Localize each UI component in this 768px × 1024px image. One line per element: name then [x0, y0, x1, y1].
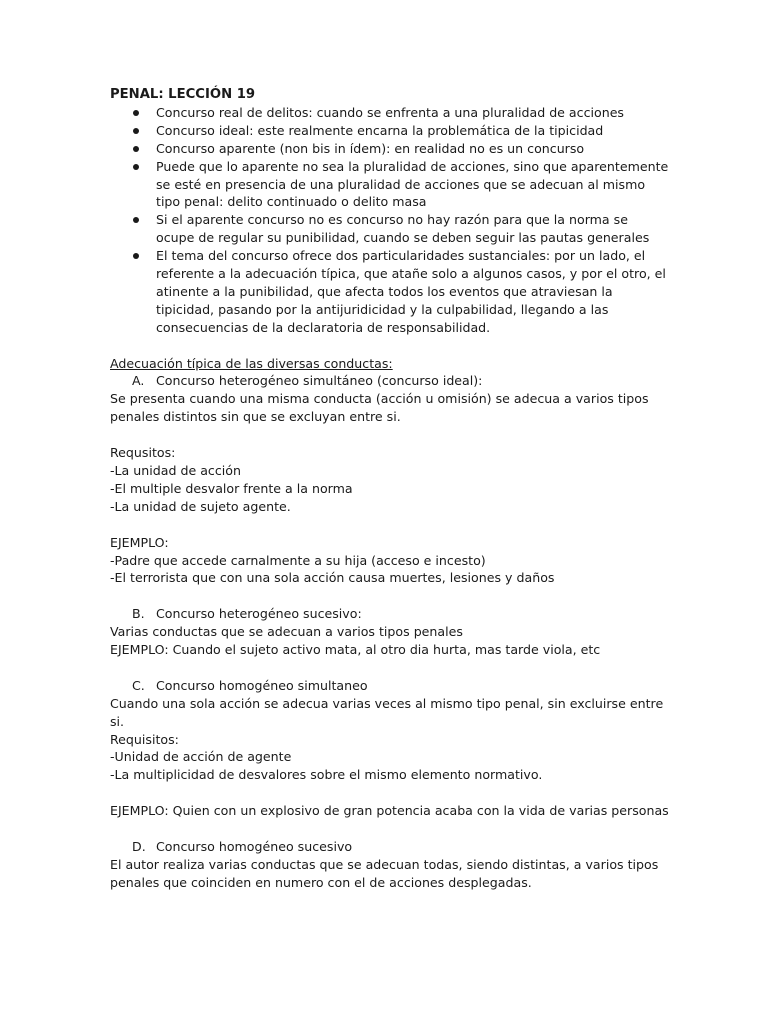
spacer	[110, 337, 670, 355]
bullet-item	[110, 122, 670, 140]
bullet-dot-icon	[133, 217, 139, 223]
spacer	[110, 659, 670, 677]
spacer	[110, 784, 670, 802]
item-d-description: El autor realiza varias conductas que se adecuan todas, siendo distintas, a varios tipos penales que coinciden en numero con el de acciones desplegadas.	[110, 856, 659, 890]
document-page	[110, 86, 670, 892]
bullet-dot-icon	[133, 164, 139, 170]
bullet-list	[110, 104, 670, 337]
bullet-dot-icon	[133, 146, 139, 152]
item-c-heading	[110, 677, 670, 695]
item-c-requirement: -La multiplicidad de desvalores sobre el mismo elemento normativo.	[110, 767, 543, 783]
item-a-requirements-label: Requsitos:	[110, 445, 176, 461]
spacer	[110, 820, 670, 838]
item-b-description: Varias conductas que se adecuan a varios tipos penales	[110, 624, 463, 640]
item-a-heading	[110, 372, 670, 390]
item-d-title: Concurso homogéneo sucesivo	[156, 838, 353, 854]
bullet-item	[110, 140, 670, 158]
bullet-text: Si el aparente concurso no es concurso no hay razón para que la norma se ocupe de regular su punibilidad, cuando se deben seguir las pautas generales	[156, 212, 650, 246]
item-c-requirements-label: Requisitos:	[110, 731, 179, 747]
bullet-text: Concurso ideal: este realmente encarna la problemática de la tipicidad	[156, 122, 604, 138]
spacer	[110, 587, 670, 605]
item-c-example: EJEMPLO: Quien con un explosivo de gran potencia acaba con la vida de varias personas	[110, 803, 669, 819]
bullet-text: Concurso aparente (non bis in ídem): en realidad no es un concurso	[156, 140, 585, 156]
item-d-heading	[110, 838, 670, 856]
item-a-example-label: EJEMPLO:	[110, 534, 169, 550]
item-a-requirement: -La unidad de sujeto agente.	[110, 498, 291, 514]
item-c-title: Concurso homogéneo simultaneo	[156, 677, 368, 693]
bullet-item	[110, 247, 670, 337]
item-a-letter: A.	[132, 373, 145, 389]
item-b-heading	[110, 605, 670, 623]
item-b-letter: B.	[132, 606, 145, 622]
bullet-dot-icon	[133, 110, 139, 116]
item-a-requirement: -La unidad de acción	[110, 463, 241, 478]
item-a-title: Concurso heterogéneo simultáneo (concurso ideal):	[156, 373, 483, 389]
item-c-description: Cuando una sola acción se adecua varias veces al mismo tipo penal, sin excluirse entre si.	[110, 695, 664, 729]
bullet-text: El tema del concurso ofrece dos particularidades sustanciales: por un lado, el referente a la adecuación típica, que atañe solo a algunos casos, y por el otro, el atinente a la punibilidad, que afecta todos los eventos que atraviesan la tipicidad, pasando por la antijuridicidad y la culpabilidad, llegando a las consecuencias de la declaratoria de responsabilidad.	[156, 248, 666, 335]
item-c-requirement: -Unidad de acción de agente	[110, 749, 292, 765]
item-a-description: Se presenta cuando una misma conducta (acción u omisión) se adecua a varios tipos penales distintos sin que se excluyan entre si.	[110, 391, 649, 425]
item-a-requirement: -El multiple desvalor frente a la norma	[110, 480, 353, 496]
bullet-dot-icon	[133, 128, 139, 134]
item-c-letter: C.	[132, 677, 145, 693]
bullet-item	[110, 158, 670, 212]
bullet-text: Puede que lo aparente no sea la pluralidad de acciones, sino que aparentemente se esté en presencia de una pluralidad de acciones que se adecuan al mismo tipo penal: delito continuado o delito masa	[156, 158, 669, 210]
section-heading: Adecuación típica de las diversas conductas:	[110, 355, 393, 371]
item-a-example: -El terrorista que con una sola acción causa muertes, lesiones y daños	[110, 570, 555, 586]
document-title: PENAL: LECCIÓN 19	[110, 87, 256, 102]
bullet-item	[110, 211, 670, 247]
item-d-letter: D.	[132, 838, 146, 854]
spacer	[110, 516, 670, 534]
bullet-text: Concurso real de delitos: cuando se enfrenta a una pluralidad de acciones	[156, 104, 624, 120]
item-b-example: EJEMPLO: Cuando el sujeto activo mata, al otro dia hurta, mas tarde viola, etc	[110, 642, 601, 658]
bullet-item	[110, 104, 670, 122]
item-b-title: Concurso heterogéneo sucesivo:	[156, 606, 362, 622]
item-a-example: -Padre que accede carnalmente a su hija (acceso e incesto)	[110, 552, 486, 568]
spacer	[110, 426, 670, 444]
bullet-dot-icon	[133, 253, 139, 259]
